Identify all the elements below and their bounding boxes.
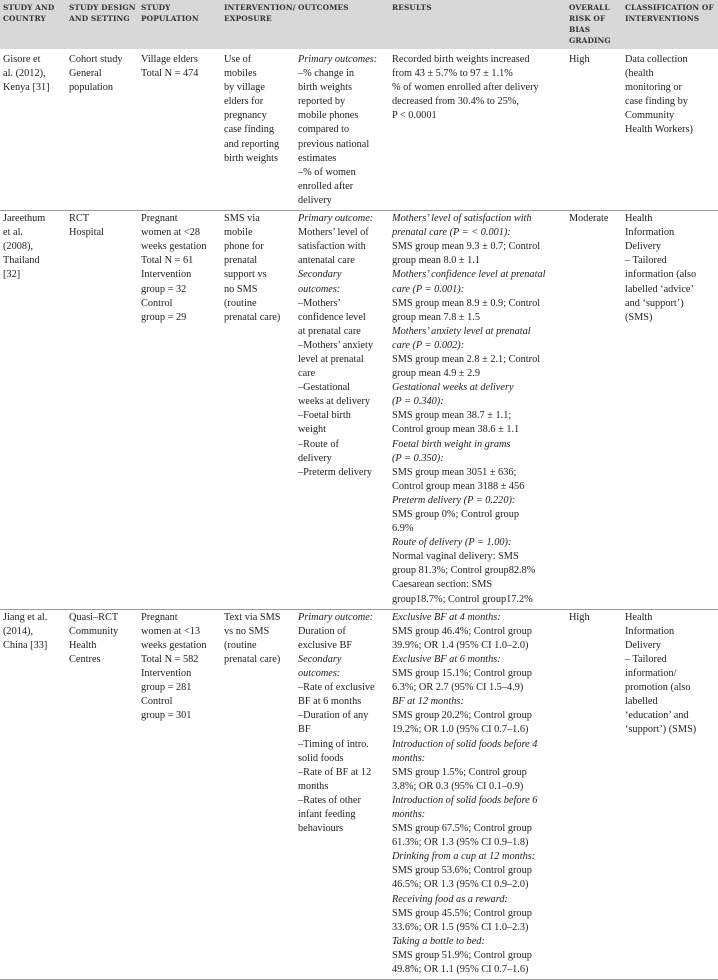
cell-results-line: Introduction of solid foods before 6 (392, 794, 538, 806)
cell-intervention-line: by village (224, 82, 265, 94)
cell-outcomes-line: –Foetal birth (298, 410, 351, 422)
cell-results-line: SMS group mean 9.3 ± 0.7; Control (392, 241, 541, 253)
cell-classification-line: – Tailored (625, 255, 667, 267)
cell-population-line: Intervention (141, 668, 192, 680)
cell-classification-line: Health (625, 611, 653, 623)
cell-results-line: Exclusive BF at 4 months: (392, 611, 501, 623)
cell-outcomes-line: –Mothers’ anxiety (298, 339, 374, 351)
cell-design (66, 49, 138, 211)
cell-results-line: group mean 4.9 ± 2.9 (392, 368, 481, 380)
cell-results-line: group18.7%; Control group17.2% (392, 593, 533, 605)
cell-outcomes-line: outcomes: (298, 668, 341, 680)
cell-outcomes-line: Secondary (298, 269, 342, 281)
cell-results-line: months: (392, 752, 426, 764)
cell-outcomes-line: –% of women (298, 166, 356, 178)
cell-outcomes-line: exclusive BF (298, 639, 353, 651)
cell-intervention (221, 49, 295, 211)
cell-population-line: Control (141, 297, 173, 309)
cell-results-line: Receiving food as a reward: (392, 893, 508, 905)
cell-classification-line: ‘support’) (SMS) (625, 724, 697, 736)
cell-outcomes (295, 609, 389, 979)
cell-results-line: 33.6%; OR 1.5 (95% CI 1.0–2.3) (392, 921, 529, 933)
cell-population-line: Total N = 582 (141, 653, 199, 665)
cell-study-line: (2008), (3, 241, 34, 253)
cell-study-line: China [33] (3, 639, 48, 651)
cell-intervention-line: Use of (224, 54, 252, 65)
cell-intervention (221, 609, 295, 979)
cell-outcomes-line: Duration of (298, 625, 346, 637)
cell-results-line: 6.9% (392, 523, 414, 535)
cell-population-line: Pregnant (141, 213, 178, 225)
cell-classification (622, 211, 718, 610)
cell-results-line: Caesarean section: SMS (392, 579, 493, 591)
cell-results-line: (P = 0.350): (392, 452, 444, 464)
cell-population-line: weeks gestation (141, 241, 207, 253)
cell-intervention-line: phone for (224, 241, 264, 253)
cell-population-line: Intervention (141, 269, 192, 281)
cell-results-line: SMS group 51.9%; Control group (392, 949, 532, 961)
cell-classification-line: ‘education’ and (625, 710, 689, 722)
header-row (0, 0, 718, 49)
cell-results (389, 211, 566, 610)
cell-results-line: 61.3%; OR 1.3 (95% CI 0.9–1.8) (392, 837, 529, 849)
cell-outcomes-line: enrolled after (298, 180, 354, 192)
cell-outcomes-line: behaviours (298, 823, 344, 835)
cell-population (138, 609, 221, 979)
header-bias: OVERALL RISK OF BIAS GRADING (569, 3, 611, 45)
cell-outcomes-line: delivery (298, 452, 332, 464)
cell-results-line: Control group mean 3188 ± 456 (392, 480, 525, 492)
cell-study-line: Thailand (3, 255, 40, 267)
cell-results-line: SMS group 1.5%; Control group (392, 766, 527, 778)
cell-results-line: Introduction of solid foods before 4 (392, 738, 538, 750)
cell-results-line: Mothers’ confidence level at prenatal (392, 269, 546, 281)
cell-intervention-line: (routine (224, 297, 257, 309)
cell-population-line: women at <13 (141, 625, 200, 637)
cell-outcomes (295, 49, 389, 211)
cell-results-line: Exclusive BF at 6 months: (392, 653, 501, 665)
cell-design-line: Hospital (69, 227, 104, 239)
cell-results-line: Drinking from a cup at 12 months: (392, 851, 536, 863)
cell-classification-line: promotion (also (625, 682, 691, 694)
cell-results-line: SMS group 20.2%; Control group (392, 710, 532, 722)
cell-population-line: Total N = 61 (141, 255, 194, 267)
cell-intervention-line: and reporting (224, 138, 280, 150)
cell-results-line: BF at 12 months: (392, 696, 464, 708)
cell-classification-line: Health (625, 213, 653, 225)
cell-results (389, 49, 566, 211)
cell-results-line: Taking a bottle to bed: (392, 935, 485, 947)
cell-results-line: from 43 ± 5.7% to 97 ± 1.1% (392, 68, 513, 80)
cell-outcomes-line: confidence level (298, 311, 366, 323)
cell-bias: High (569, 611, 590, 623)
cell-intervention-line: no SMS (224, 283, 258, 295)
cell-intervention-line: mobile (224, 227, 253, 239)
header-population: STUDY POPULATION (141, 3, 199, 23)
cell-results-line: 46.5%; OR 1.3 (95% CI 0.9–2.0) (392, 879, 529, 891)
cell-results-line: Mothers’ level of satisfaction with (392, 213, 532, 225)
cell-population-line: women at <28 (141, 227, 200, 239)
cell-outcomes-line: –Rate of BF at 12 (298, 766, 372, 778)
header-design: STUDY DESIGN AND SETTING (69, 3, 136, 23)
cell-outcomes-line: delivery (298, 194, 332, 206)
cell-results-line: Normal vaginal delivery: SMS (392, 551, 519, 563)
cell-classification-line: Delivery (625, 241, 662, 253)
table-body (0, 49, 718, 980)
cell-classification-line: Data collection (625, 54, 688, 65)
cell-results-line: 6.3%; OR 2.7 (95% CI 1.5–4.9) (392, 682, 524, 694)
cell-intervention-line: mobiles (224, 68, 257, 80)
cell-classification-line: – Tailored (625, 653, 667, 665)
cell-classification-line: Information (625, 227, 675, 239)
cell-results-line: SMS group mean 8.9 ± 0.9; Control (392, 297, 541, 309)
cell-results-line: SMS group mean 38.7 ± 1.1; (392, 410, 512, 422)
cell-outcomes-line: BF (298, 724, 311, 736)
cell-population-line: weeks gestation (141, 639, 207, 651)
cell-population-line: group = 32 (141, 283, 187, 295)
cell-results-line: group mean 8.0 ± 1.1 (392, 255, 481, 267)
table-row (0, 49, 718, 211)
cell-classification-line: information (also (625, 269, 697, 281)
cell-outcomes-line: infant feeding (298, 808, 356, 820)
cell-intervention-line: birth weights (224, 152, 279, 164)
cell-outcomes-line: –% change in (298, 68, 355, 80)
cell-design-line: population (69, 82, 114, 94)
cell-outcomes-line: weight (298, 424, 327, 436)
cell-outcomes-line: satisfaction with (298, 241, 366, 253)
cell-intervention-line: SMS via (224, 213, 260, 225)
cell-results-line: 3.8%; OR 0.3 (95% CI 0.1–0.9) (392, 780, 524, 792)
cell-results-line: SMS group mean 3051 ± 636; (392, 466, 517, 478)
cell-results-line: Control group mean 38.6 ± 1.1 (392, 424, 520, 436)
cell-population (138, 49, 221, 211)
cell-study (0, 49, 66, 211)
cell-outcomes-line: –Timing of intro. (298, 738, 369, 750)
cell-outcomes-line: level at prenatal (298, 353, 364, 365)
cell-results-line: Foetal birth weight in grams (392, 438, 511, 450)
cell-results-line: Recorded birth weights increased (392, 54, 530, 65)
cell-intervention-line: support vs (224, 269, 267, 281)
cell-design-line: Quasi–RCT (69, 611, 119, 623)
cell-bias: High (569, 54, 590, 65)
cell-results-line: % of women enrolled after delivery (392, 82, 539, 94)
cell-results (389, 609, 566, 979)
cell-population-line: group = 301 (141, 710, 192, 722)
cell-classification-line: Health Workers) (625, 124, 693, 136)
cell-results-line: care (P = 0.002): (392, 339, 465, 351)
cell-results-line: 49.8%; OR 1.1 (95% CI 0.7–1.6) (392, 964, 529, 975)
cell-outcomes-line: solid foods (298, 752, 344, 764)
cell-results-line: SMS group 67.5%; Control group (392, 823, 532, 835)
cell-classification-line: case finding by (625, 96, 688, 108)
cell-outcomes-line: –Route of (298, 438, 339, 450)
cell-outcomes (295, 211, 389, 610)
cell-outcomes-line: at prenatal care (298, 325, 361, 337)
cell-intervention-line: prenatal care) (224, 653, 281, 665)
cell-outcomes-line: care (298, 368, 316, 380)
cell-classification (622, 609, 718, 979)
cell-outcomes-line: BF at 6 months (298, 696, 362, 708)
table-row (0, 211, 718, 610)
cell-study (0, 609, 66, 979)
cell-population-line: Pregnant (141, 611, 178, 623)
cell-outcomes-line: Secondary (298, 653, 342, 665)
cell-outcomes-line: –Mothers’ (298, 297, 341, 309)
cell-classification-line: Information (625, 625, 675, 637)
cell-results-line: months: (392, 808, 426, 820)
cell-outcomes-line: outcomes: (298, 283, 341, 295)
cell-classification-line: labelled (625, 696, 658, 708)
cell-classification-line: and ‘support’) (625, 297, 684, 309)
header-outcomes: OUTCOMES (298, 3, 349, 12)
cell-outcomes-line: –Rate of exclusive (298, 682, 375, 694)
cell-study-line: Gisore et (3, 54, 41, 65)
header-classification: CLASSIFICATION OF INTERVENTIONS (625, 3, 714, 23)
cell-outcomes-line: estimates (298, 152, 337, 164)
cell-classification-line: information/ (625, 668, 677, 680)
cell-intervention-line: vs no SMS (224, 625, 270, 637)
cell-classification-line: Community (625, 110, 675, 122)
cell-results-line: Route of delivery (P = 1.00): (392, 537, 512, 549)
cell-results-line: Gestational weeks at delivery (392, 382, 514, 394)
cell-bias: Moderate (569, 213, 609, 225)
cell-classification (622, 49, 718, 211)
cell-study-line: Kenya [31] (3, 82, 50, 94)
cell-population-line: Village elders (141, 54, 198, 65)
cell-outcomes-line: Primary outcome: (298, 611, 374, 623)
cell-classification-line: labelled ‘advice’ (625, 283, 694, 295)
cell-classification-line: Delivery (625, 639, 662, 651)
cell-population-line: group = 281 (141, 682, 192, 694)
cell-outcomes-line: reported by (298, 96, 346, 108)
cell-outcomes-line: compared to (298, 124, 350, 136)
cell-outcomes-line: mobile phones (298, 110, 359, 122)
cell-study-line: al. (2012), (3, 68, 46, 80)
cell-intervention-line: pregnancy (224, 110, 267, 122)
cell-results-line: SMS group 46.4%; Control group (392, 625, 532, 637)
cell-population-line: Control (141, 696, 173, 708)
cell-results-line: SMS group 53.6%; Control group (392, 865, 532, 877)
cell-results-line: SMS group mean 2.8 ± 2.1; Control (392, 353, 541, 365)
cell-results-line: Mothers’ anxiety level at prenatal (392, 325, 531, 337)
cell-study-line: (2014), (3, 625, 34, 637)
cell-study-line: [32] (3, 269, 21, 281)
cell-results-line: SMS group 45.5%; Control group (392, 907, 532, 919)
cell-study-line: Jiang et al. (3, 611, 48, 623)
cell-intervention-line: elders for (224, 96, 264, 108)
cell-study-line: et al. (3, 227, 24, 239)
cell-outcomes-line: –Rates of other (298, 794, 361, 806)
cell-intervention (221, 211, 295, 610)
cell-outcomes-line: –Gestational (298, 382, 351, 394)
cell-design-line: Cohort study (69, 54, 123, 65)
cell-outcomes-line: –Preterm delivery (298, 466, 373, 478)
cell-outcomes-line: previous national (298, 138, 370, 150)
cell-design-line: Community (69, 625, 119, 637)
cell-results-line: group mean 7.8 ± 1.5 (392, 311, 481, 323)
cell-design-line: General (69, 68, 102, 80)
cell-results-line: decreased from 30.4% to 25%, (392, 96, 519, 108)
header-intervention: INTERVENTION/ EXPOSURE (224, 3, 296, 23)
cell-results-line: SMS group 15.1%; Control group (392, 668, 532, 680)
cell-classification-line: monitoring or (625, 82, 682, 94)
cell-results-line: 19.2%; OR 1.0 (95% CI 0.7–1.6) (392, 724, 529, 736)
cell-results-line: group 81.3%; Control group82.8% (392, 565, 536, 577)
cell-results-line: care (P = 0.001): (392, 283, 465, 295)
cell-population (138, 211, 221, 610)
cell-design (66, 609, 138, 979)
cell-outcomes-line: –Duration of any (298, 710, 369, 722)
cell-outcomes-line: birth weights (298, 82, 353, 94)
cell-population-line: group = 29 (141, 311, 187, 323)
cell-results-line: (P = 0.340): (392, 396, 444, 408)
cell-design-line: Centres (69, 653, 101, 665)
header-results: RESULTS (392, 3, 432, 12)
cell-outcomes-line: weeks at delivery (298, 396, 371, 408)
cell-outcomes-line: Primary outcome: (298, 213, 374, 225)
cell-design (66, 211, 138, 610)
cell-results-line: SMS group 0%; Control group (392, 509, 520, 520)
cell-outcomes-line: months (298, 780, 329, 792)
cell-outcomes-line: antenatal care (298, 255, 355, 267)
cell-results-line: Preterm delivery (P = 0.220): (392, 494, 516, 506)
cell-study-line: Jareethum (3, 213, 46, 225)
cell-intervention-line: (routine (224, 639, 257, 651)
cell-results-line: 39.9%; OR 1.4 (95% CI 1.0–2.0) (392, 639, 529, 651)
cell-study (0, 211, 66, 610)
table-row (0, 609, 718, 979)
cell-design-line: RCT (69, 213, 90, 225)
cell-results-line: prenatal care (P = < 0.001): (392, 227, 511, 239)
cell-intervention-line: Text via SMS (224, 611, 281, 623)
cell-intervention-line: prenatal care) (224, 311, 281, 323)
cell-intervention-line: prenatal (224, 255, 258, 267)
cell-classification-line: (health (625, 68, 654, 80)
cell-outcomes-line: Mothers’ level of (298, 227, 369, 239)
cell-population-line: Total N = 474 (141, 68, 199, 80)
cell-classification-line: (SMS) (625, 311, 653, 323)
cell-design-line: Health (69, 639, 97, 651)
cell-intervention-line: case finding (224, 124, 275, 136)
cell-outcomes-line: Primary outcomes: (298, 54, 378, 65)
cell-results-line: P < 0.0001 (392, 110, 437, 122)
header-study: STUDY AND COUNTRY (3, 3, 55, 23)
